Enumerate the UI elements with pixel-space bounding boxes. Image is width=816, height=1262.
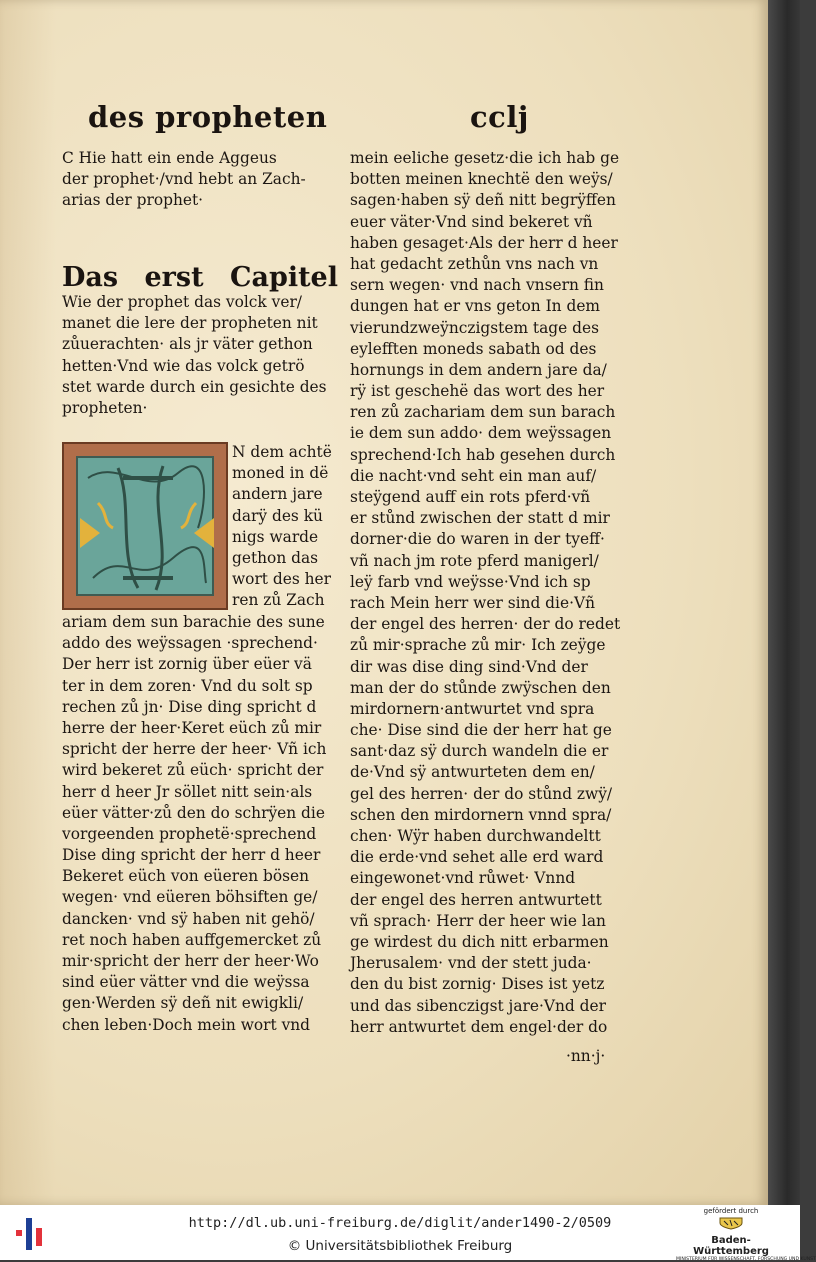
text-line: gel des herren· der do stůnd zwÿ/: [350, 784, 613, 803]
text-line: ·nn·j·: [566, 1047, 606, 1065]
text-line: propheten·: [62, 398, 148, 417]
text-line: steÿgend auff ein rots pferd·vñ: [350, 488, 591, 506]
chapter-word: Capitel: [229, 262, 338, 293]
text-line: dancken· vnd sÿ haben nit gehö/: [62, 909, 315, 928]
sponsor-logo: [676, 1207, 816, 1262]
text-line: Jherusalem· vnd der stett juda·: [350, 954, 592, 973]
text-line: herr d heer Jr söllet nitt sein·als: [62, 782, 313, 801]
text-line: ret noch haben auffgemercket zů: [62, 930, 322, 949]
folio-number: cclj: [470, 100, 529, 134]
text-line: C Hie hatt ein ende Aggeus: [62, 149, 277, 167]
sponsor-pre-text: gefördert durch: [703, 1207, 759, 1215]
text-line: der engel des herren antwurtett: [350, 890, 602, 909]
text-line: ie dem sun addo· dem weÿssagen: [350, 424, 612, 443]
text-line: Der herr ist zornig über eüer vä: [62, 655, 312, 674]
text-line: rach Mein herr wer sind die·Vñ: [350, 593, 595, 612]
text-line: gethon das: [232, 548, 319, 567]
text-line: dorner·die do waren in der tyeff·: [350, 530, 605, 549]
text-line: vorgeenden prophetë·sprechend: [62, 824, 317, 843]
copyright-notice: © Universitätsbibliothek Freiburg: [287, 1238, 513, 1254]
initial-side-text: [232, 442, 340, 612]
text-line: gen·Werden sÿ deñ nit ewigkli/: [62, 994, 304, 1013]
text-line: eüer vätter·zů den do schrÿen die: [62, 803, 325, 822]
page-stain: [0, 0, 56, 1205]
text-line: stet warde durch ein gesichte des: [62, 377, 327, 396]
text-line: mirdornern·antwurtet vnd spra: [350, 699, 595, 718]
text-line: andern jare: [232, 485, 323, 504]
text-line: vñ nach jm rote pferd manigerl/: [350, 551, 599, 570]
chapter-heading: [62, 262, 338, 293]
document-url[interactable]: http://dl.ub.uni-freiburg.de/diglit/ander1490-2/0509: [188, 1215, 612, 1231]
text-line: mir·spricht der herr der heer·Wo: [62, 952, 319, 970]
viewer-footer: [0, 1205, 816, 1262]
running-title: des propheten: [88, 100, 328, 134]
text-line: sant·daz sÿ durch wandeln die er: [350, 742, 609, 761]
text-line: Wie der prophet das volck ver/: [62, 293, 302, 311]
text-line: rechen zů jn· Dise ding spricht d: [62, 697, 317, 716]
text-line: Bekeret eüch von eüeren bösen: [62, 867, 310, 886]
intro-paragraph: [62, 148, 338, 212]
text-line: spricht der herre der heer· Vñ ich: [62, 740, 327, 759]
text-line: hat gedacht zethůn vns nach vn: [350, 254, 599, 273]
text-line: rÿ ist geschehë das wort des her: [350, 382, 605, 401]
text-line: zů mir·sprache zů mir· Ich zeÿge: [350, 636, 606, 655]
text-line: leÿ farb vnd weÿsse·Vnd ich sp: [350, 572, 591, 591]
text-line: wort des her: [232, 570, 332, 589]
text-line: N dem achtë: [232, 443, 332, 461]
initial-ornament-icon: [78, 458, 216, 598]
text-line: ren zů zachariam dem sun barach: [350, 403, 616, 422]
decorated-initial: [62, 442, 228, 610]
text-line: der prophet·/vnd hebt an Zach-: [62, 170, 306, 189]
text-line: die nacht·vnd seht ein man auf/: [350, 466, 597, 485]
text-line: sagen·haben sÿ deñ nitt begrÿffen: [350, 191, 616, 210]
text-line: arias der prophet·: [62, 191, 204, 210]
text-line: hornungs in dem andern jare da/: [350, 360, 607, 379]
text-line: wegen· vnd eüeren böhsiften ge/: [62, 888, 318, 907]
text-line: haben gesaget·Als der herr d heer: [350, 233, 618, 252]
text-line: zůuerachten· als jr väter gethon: [62, 335, 313, 354]
text-line: hetten·Vnd wie das volck getrö: [62, 356, 305, 375]
text-line: nigs warde: [232, 527, 319, 546]
text-line: ge wirdest du dich nitt erbarmen: [350, 932, 609, 951]
right-column-body: [350, 148, 634, 1038]
text-line: dir was dise ding sind·Vnd der: [350, 657, 588, 676]
text-line: Dise ding spricht der herr d heer: [62, 846, 321, 865]
text-line: die erde·vnd sehet alle erd ward: [350, 848, 604, 867]
scan-background-strip: [768, 0, 800, 1205]
text-line: ter in dem zoren· Vnd du solt sp: [62, 676, 313, 695]
text-line: mein eeliche gesetz·die ich hab ge: [350, 149, 620, 167]
chapter-word: erst: [144, 262, 204, 293]
text-line: vierundzweÿnczigstem tage des: [350, 318, 600, 337]
text-line: man der do stůnde zwÿschen den: [350, 678, 611, 697]
text-line: ren zů Zach: [232, 591, 325, 610]
sponsor-subtitle: MINISTERIUM FÜR WISSENSCHAFT, FORSCHUNG UND KUNST: [676, 1257, 816, 1262]
initial-field: [76, 456, 214, 596]
text-line: dungen hat er vns geton In dem: [350, 297, 601, 316]
text-line: den du bist zornig· Dises ist yetz: [350, 975, 605, 994]
text-line: eingewonet·vnd růwet· Vnnd: [350, 869, 576, 888]
text-line: che· Dise sind die der herr hat ge: [350, 721, 612, 740]
state-crest-icon: [718, 1216, 744, 1230]
text-line: darÿ des kü: [232, 506, 323, 525]
signature-mark: [566, 1046, 626, 1067]
text-line: botten meinen knechtë den weÿs/: [350, 170, 613, 189]
text-line: manet die lere der propheten nit: [62, 314, 318, 333]
text-line: de·Vnd sÿ antwurteten dem en/: [350, 763, 595, 782]
text-line: schen den mirdornern vnnd spra/: [350, 805, 612, 824]
text-line: der engel des herren· der do redet: [350, 615, 621, 634]
text-line: wird bekeret zů eüch· spricht der: [62, 761, 324, 780]
text-line: und das sibenczigst jare·Vnd der: [350, 996, 606, 1015]
text-line: sern wegen· vnd nach vnsern fin: [350, 276, 604, 295]
text-line: herre der heer·Keret eüch zů mir: [62, 718, 322, 737]
text-line: chen leben·Doch mein wort vnd: [62, 1015, 311, 1034]
text-line: eylefften moneds sabath od des: [350, 339, 597, 358]
text-line: ariam dem sun barachie des sune: [62, 613, 325, 631]
text-line: er stůnd zwischen der statt d mir: [350, 509, 610, 528]
chapter-summary: [62, 292, 338, 419]
text-line: euer väter·Vnd sind bekeret vñ: [350, 212, 593, 231]
text-line: sind eüer vätter vnd die weÿssa: [62, 973, 310, 992]
text-line: moned in dë: [232, 464, 329, 483]
chapter-word: Das: [62, 262, 119, 293]
text-line: addo des weÿssagen ·sprechend·: [62, 634, 318, 653]
text-line: chen· Wÿr haben durchwandeltt: [350, 827, 601, 845]
text-line: vñ sprach· Herr der heer wie lan: [350, 911, 606, 930]
text-line: sprechend·Ich hab gesehen durch: [350, 445, 616, 464]
sponsor-name: Baden-Württemberg: [693, 1235, 769, 1257]
left-column-body: [62, 612, 340, 1036]
text-line: herr antwurtet dem engel·der do: [350, 1017, 608, 1036]
